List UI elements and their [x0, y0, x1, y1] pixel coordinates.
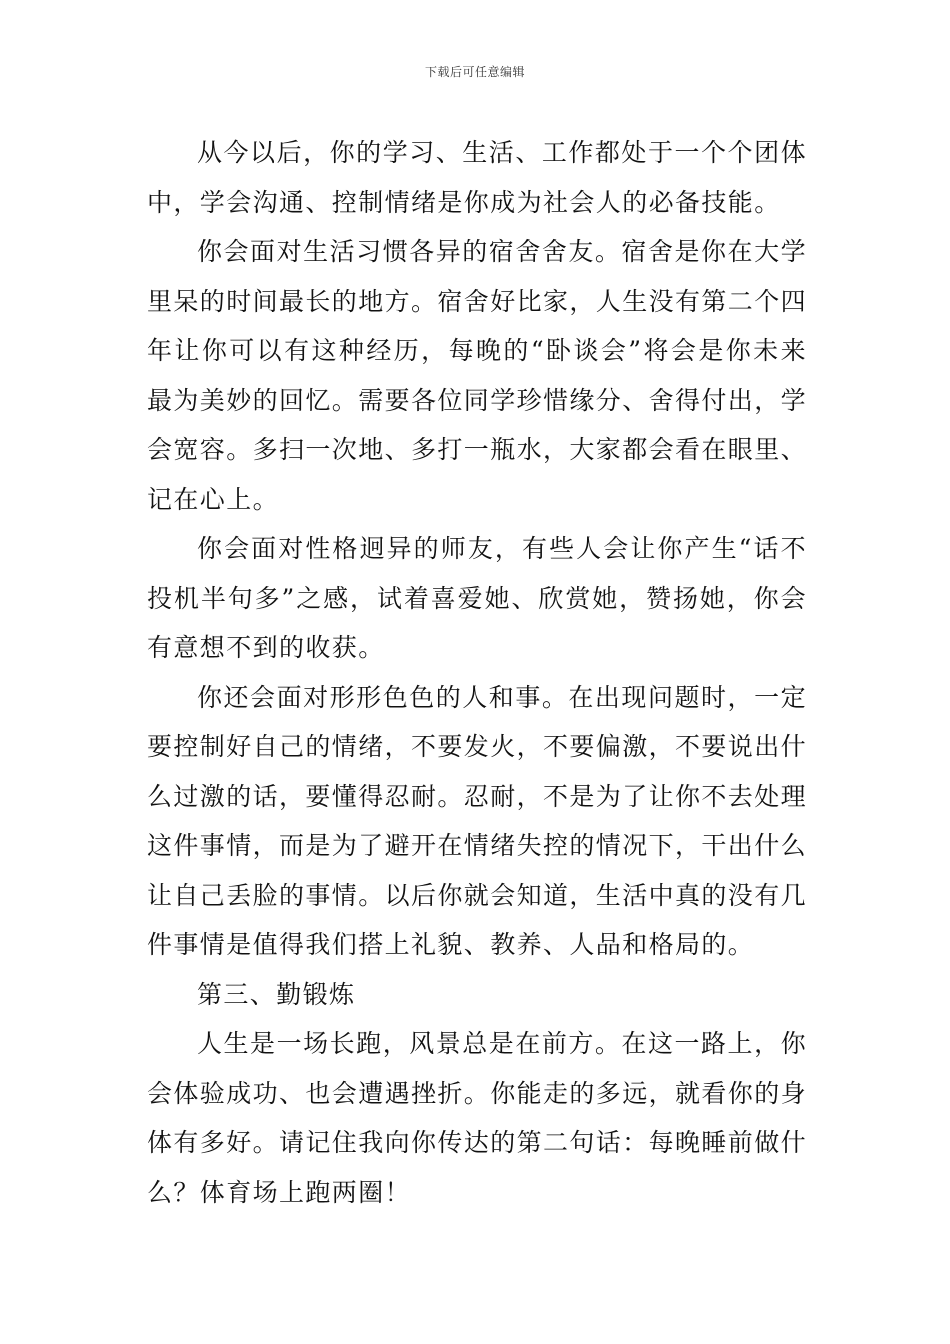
paragraph-communication-intro: 从今以后，你的学习、生活、工作都处于一个个团体中，学会沟通、控制情绪是你成为社会人的必备技能。: [147, 138, 807, 217]
paragraph-people-and-things: 你还会面对形形色色的人和事。在出现问题时，一定要控制好自己的情绪，不要发火，不要偏激，不要说出什么过激的话，要懂得忍耐。忍耐，不是为了让你不去处理这件事情，而是为了避开在情绪失控的情况下，干出什么让自己丢脸的事情。以后你就会知道，生活中真的没有几件事情是值得我们搭上礼貌、教养、人品和格局的。: [147, 682, 808, 959]
paragraph-dorm-roommates: 你会面对生活习惯各异的宿舍舍友。宿舍是你在大学里呆的时间最长的地方。宿舍好比家，人生没有第二个四年让你可以有这种经历，每晚的“卧谈会”将会是你未来最为美妙的回忆。需要各位同学珍惜缘分、舍得付出，学会宽容。多扫一次地、多打一瓶水，大家都会看在眼里、记在心上。: [147, 237, 808, 514]
paragraph-teachers-friends: 你会面对性格迥异的师友，有些人会让你产生“话不投机半句多”之感，试着喜爱她、欣赏她，赞扬她，你会有意想不到的收获。: [147, 534, 807, 662]
paragraph-long-run: 人生是一场长跑，风景总是在前方。在这一路上，你会体验成功、也会遭遇挫折。你能走的多远，就看你的身体有多好。请记住我向你传达的第二句话：每晚睡前做什么？体育场上跑两圈！: [147, 1029, 808, 1207]
document-body: [147, 128, 807, 1217]
page-header: 下载后可任意编辑: [424, 65, 525, 79]
section-heading-exercise: 第三、勤锻炼: [197, 979, 356, 1009]
